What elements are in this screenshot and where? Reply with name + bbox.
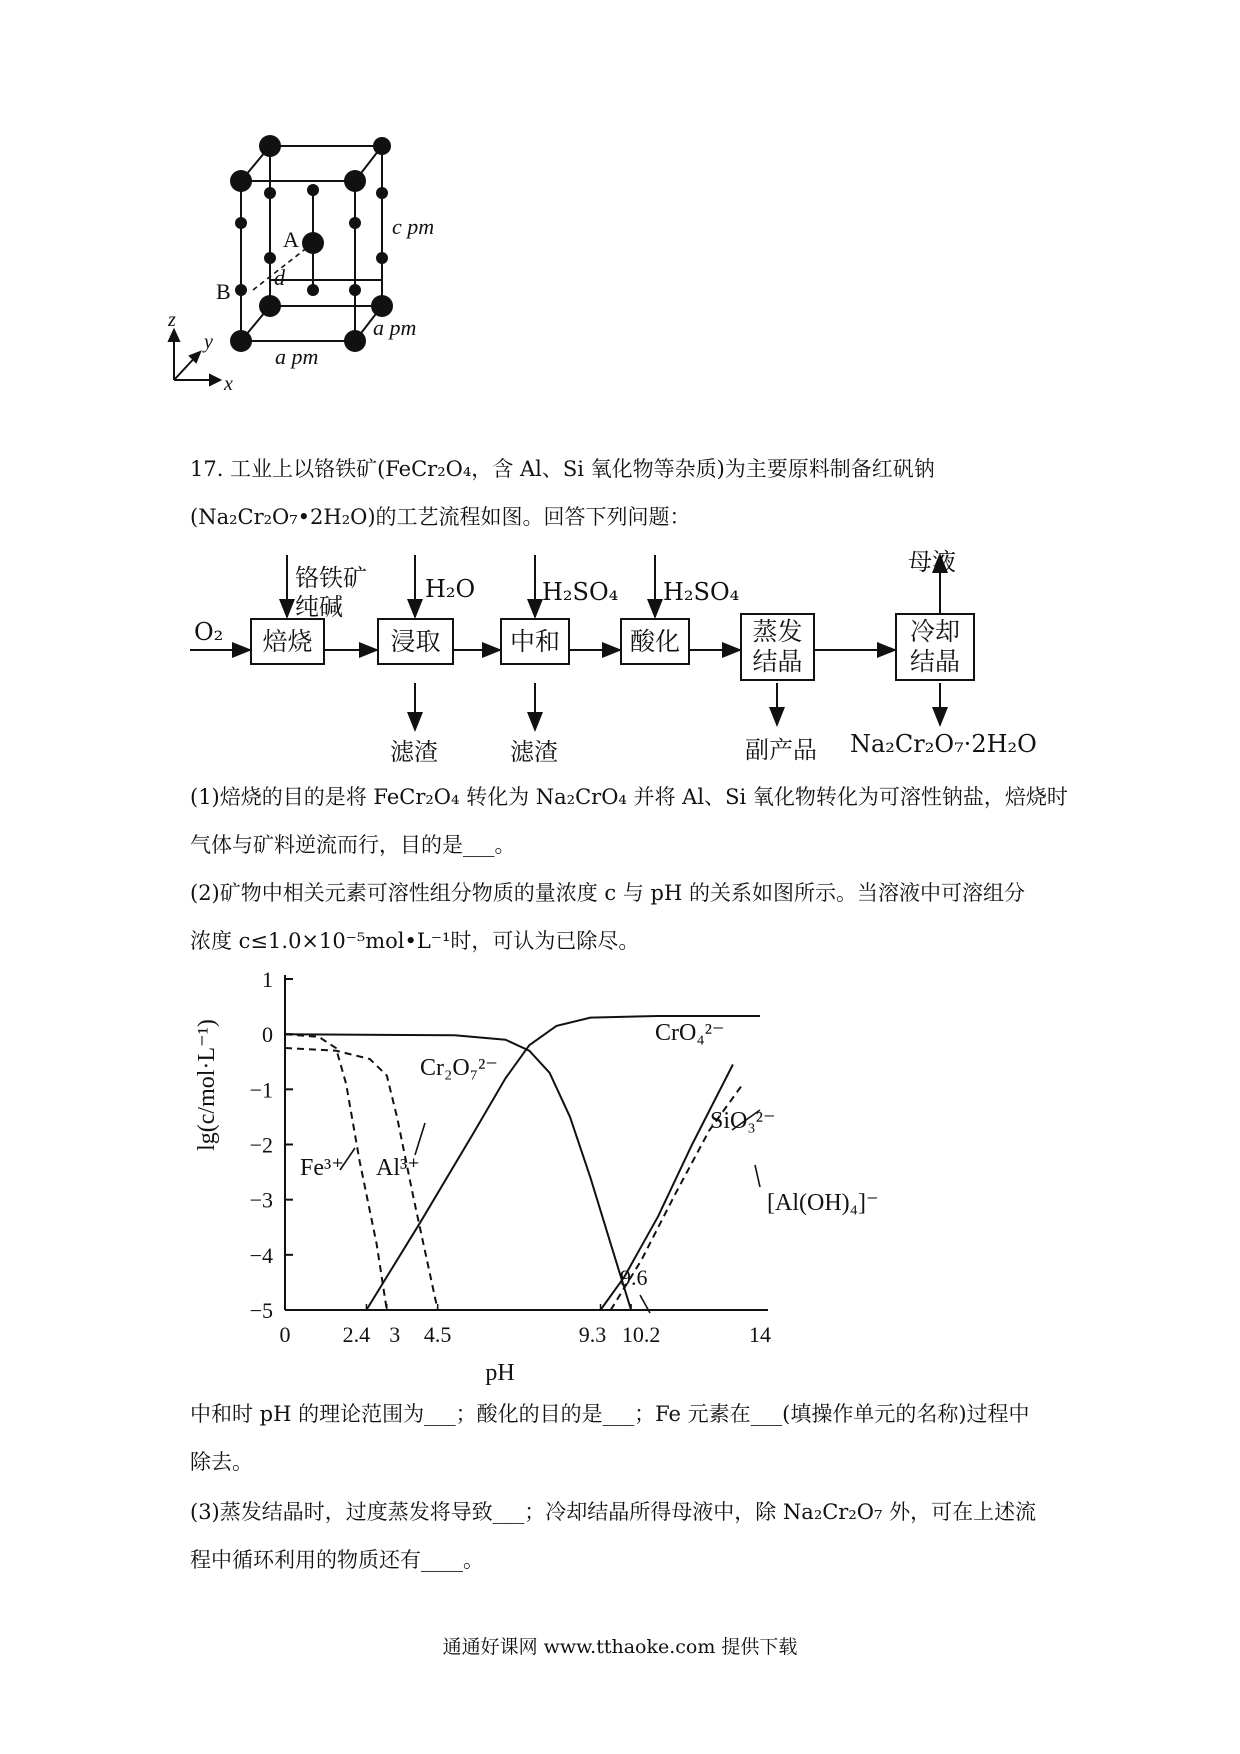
output-mother-liquor: 母液 — [908, 548, 956, 576]
label-pointers — [340, 1110, 760, 1313]
y-tick-label: 0 — [262, 1022, 273, 1048]
x-tick-label: 9.3 — [578, 1322, 607, 1347]
series-label-cro4: CrO₄²⁻ — [655, 1020, 725, 1046]
step-cool-crystallize: 冷却结晶 — [895, 613, 975, 681]
y-tick-label: −4 — [249, 1242, 273, 1268]
part3-line-1: (3)蒸发结晶时，过度蒸发将导致___；冷却结晶所得母液中，除 Na₂Cr₂O₇ 外，可在上述流 — [190, 1500, 1037, 1524]
input-ore: 铬铁矿 — [295, 564, 367, 592]
step-roasting: 焙烧 — [250, 618, 325, 665]
y-tick-label: −2 — [249, 1132, 273, 1158]
y-tick-label: −1 — [249, 1077, 273, 1103]
label-c: c pm — [392, 214, 435, 239]
x-tick-label: 3 — [389, 1322, 401, 1347]
axis-y-label: y — [204, 331, 213, 353]
label-a-right: a pm — [373, 315, 417, 340]
output-residue-1: 滤渣 — [390, 738, 438, 766]
question-line-2: (Na₂Cr₂O₇•2H₂O)的工艺流程如图。回答下列问题： — [190, 505, 691, 529]
concentration-ph-chart — [190, 965, 890, 1385]
step-neutralize: 中和 — [500, 618, 570, 665]
part2-line-1: (2)矿物中相关元素可溶性组分物质的量浓度 c 与 pH 的关系如图所示。当溶液中可溶组分 — [190, 881, 1025, 905]
footer-credit: 通通好课网 www.tthaoke.com 提供下载 — [442, 1636, 798, 1658]
axis-z-label: z — [168, 309, 176, 331]
y-axis-label: lg(c/mol·L⁻¹) — [194, 1019, 220, 1151]
y-tick-label: −5 — [249, 1298, 273, 1323]
series-label-sio3: SiO₃²⁻ — [710, 1108, 776, 1134]
label-a-bottom: a pm — [275, 344, 319, 369]
part3-line-2: 程中循环利用的物质还有____。 — [190, 1548, 484, 1572]
x-tick-label: 4.5 — [423, 1322, 452, 1347]
output-product: Na₂Cr₂O₇·2H₂O — [850, 730, 1037, 758]
x-tick-label: 10.2 — [621, 1322, 661, 1347]
y-tick-label: −3 — [249, 1187, 273, 1213]
axis-x-label: x — [224, 373, 233, 395]
part1-line-2: 气体与矿料逆流而行，目的是___。 — [190, 833, 516, 857]
part2-after-line-1: 中和时 pH 的理论范围为___；酸化的目的是___；Fe 元素在___(填操作单元的名称)过程中 — [190, 1402, 1030, 1426]
input-h2o: H₂O — [425, 575, 476, 603]
step-leaching: 浸取 — [377, 618, 454, 665]
chart-labels — [194, 1019, 879, 1385]
x-tick-label: 14 — [749, 1322, 771, 1347]
input-soda: 纯碱 — [295, 593, 343, 621]
input-h2so4-1: H₂SO₄ — [542, 578, 619, 606]
crystal-cell-figure — [160, 130, 500, 440]
label-A: A — [283, 227, 299, 252]
y-tick-label: 1 — [262, 967, 273, 992]
input-h2so4-2: H₂SO₄ — [663, 578, 740, 606]
step-evaporate-crystallize: 蒸发结晶 — [740, 613, 815, 681]
step-acidify: 酸化 — [620, 618, 690, 665]
input-o2: O₂ — [194, 618, 224, 646]
question-line-1: 17. 工业上以铬铁矿(FeCr₂O₄，含 Al、Si 氧化物等杂质)为主要原料制备红矾钠 — [190, 457, 935, 481]
part1-line-1: (1)焙烧的目的是将 FeCr₂O₄ 转化为 Na₂CrO₄ 并将 Al、Si 氧化物转化为可溶性钠盐，焙烧时 — [190, 785, 1068, 809]
x-tick-label: 0 — [279, 1322, 291, 1347]
part2-after-line-2: 除去。 — [190, 1450, 253, 1474]
annotation-9-6: 9.6 — [620, 1265, 648, 1290]
chart-series — [285, 1016, 760, 1310]
series-label-al: Al³⁺ — [376, 1155, 420, 1181]
series-label-cr2o7: Cr₂O₇²⁻ — [420, 1055, 498, 1081]
x-tick-label: 2.4 — [342, 1322, 371, 1347]
output-byproduct: 副产品 — [745, 736, 817, 764]
part2-line-2: 浓度 c≤1.0×10⁻⁵mol•L⁻¹时，可认为已除尽。 — [190, 929, 640, 953]
label-B: B — [216, 279, 231, 304]
series-label-aloh4: [Al(OH)₄]⁻ — [767, 1190, 879, 1216]
series-label-fe: Fe³⁺ — [300, 1155, 344, 1181]
x-axis-label: pH — [485, 1360, 515, 1385]
label-d: d — [274, 265, 285, 290]
output-residue-2: 滤渣 — [510, 738, 558, 766]
